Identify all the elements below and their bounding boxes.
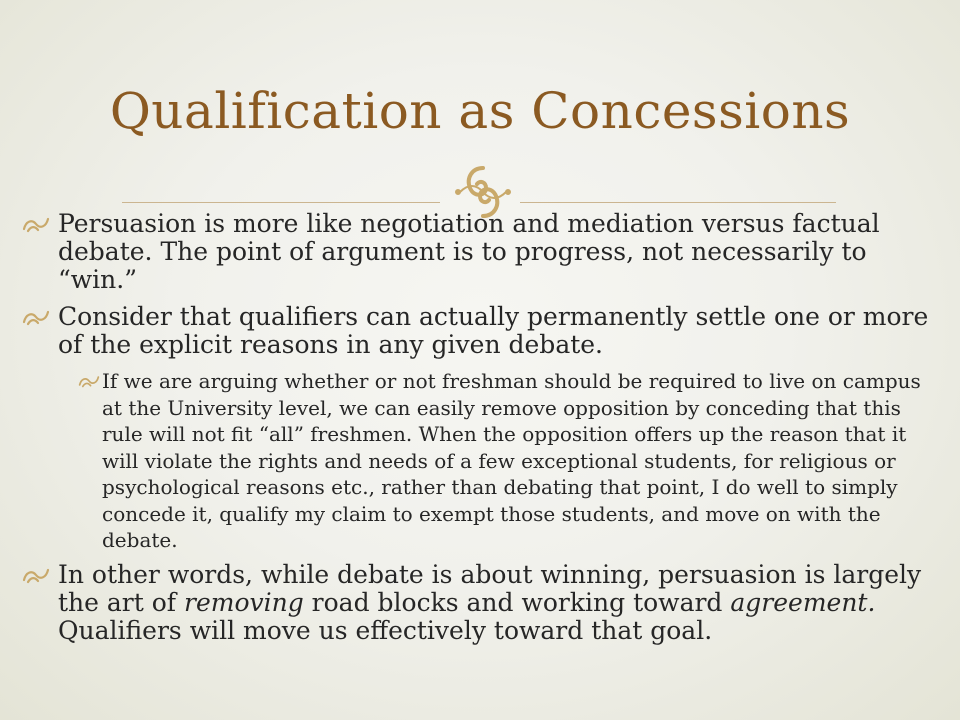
sub-bullet-text: If we are arguing whether or not freshman should be required to live on campus at the University level, we can easily remove opposition by conceding that this rule will not fit “all” freshmen. When the opposition offers up the reason that it will violate the rights and needs of a few exceptional students, for religious or psychological reasons etc., rather than debating that point, I do well to simply concede it, qualify my claim to exempt those students, and move on with the debate. <box>102 369 921 552</box>
emphasis-removing: removing <box>184 587 304 617</box>
bullet-text-part: Qualifiers will move us effectively toward that goal. <box>58 615 713 645</box>
scroll-bullet-icon <box>22 215 50 233</box>
scroll-bullet-icon <box>22 308 50 326</box>
slide-title: Qualification as Concessions <box>109 82 851 140</box>
emphasis-agreement: agreement. <box>730 587 876 617</box>
title-divider-right <box>520 202 836 203</box>
bullet-item <box>22 303 942 359</box>
slide-content <box>22 210 942 654</box>
sub-bullet-item <box>22 368 942 554</box>
scroll-bullet-icon <box>22 566 50 584</box>
bullet-item <box>22 210 942 294</box>
title-divider-left <box>122 202 440 203</box>
bullet-text-part: road blocks and working toward <box>303 587 731 617</box>
bullet-text: Persuasion is more like negotiation and mediation versus factual debate. The point of argument is to progress, not necessarily to “win.” <box>58 209 880 294</box>
bullet-text-part: In other words, while debate is about winning, persuasion is largely the art of <box>58 559 922 617</box>
bullet-text: Consider that qualifiers can actually permanently settle one or more of the explicit reasons in any given debate. <box>58 302 929 359</box>
scroll-bullet-icon <box>78 374 100 388</box>
bullet-item <box>22 561 942 645</box>
